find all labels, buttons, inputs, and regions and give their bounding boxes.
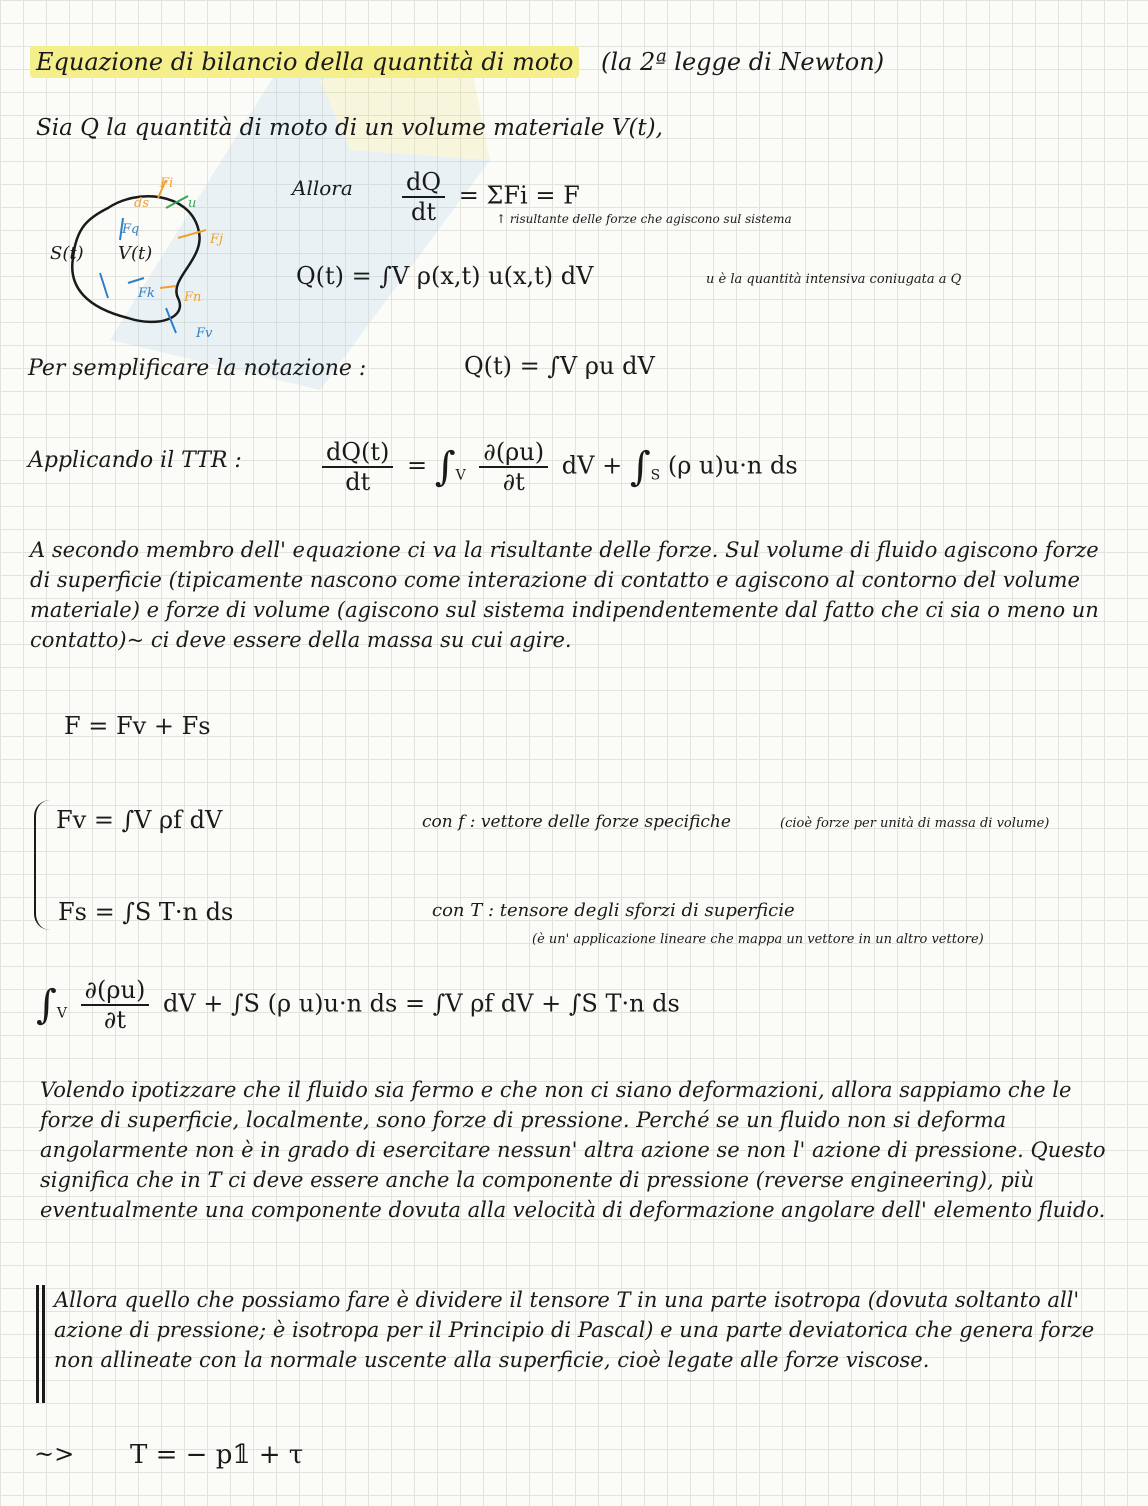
paragraph-forces: A secondo membro dell' equazione ci va la risultante delle forze. Sul volume di fluido agiscono forze di superficie (tipicamente nascono come interazione di contatto e agiscono al contorno del volume materiale) e forze di volume (agiscono sul sistema indipendentemente dal fatto che ci sia o meno un contatto)~ ci deve essere della massa su cui agire. xyxy=(30,538,1099,652)
eq7-note: con T : tensore degli sforzi di superficie xyxy=(432,900,795,921)
paragraph-pressure: Volendo ipotizzare che il fluido sia fermo e che non ci siano deformazioni, allora sappiamo che le forze di superficie, localmente, sono forze di pressione. Perché se un fluido non si deforma angolarmente non è in grado di esercitare nessun' altra azione se non l' azione di pressione. Questo significa che in T ci deve essere anche la componente di pressione (reverse engineering), più eventualmente una componente dovuta alla velocità di deformazione angolare dell' elemento fluido. xyxy=(40,1078,1106,1222)
page-title xyxy=(30,48,884,76)
eq4-t1-num: ∂(ρu) xyxy=(479,438,548,468)
equation-balance: $\int_V$ $\frac{\partial(\rho u)}{\partial t}$ dV + ∫S (ρ u)u·n ds = ∫V ρf dV + ∫S T·n ds xyxy=(36,976,680,1034)
label-fi: Fi xyxy=(160,176,174,191)
eq8-t1-den: ∂t xyxy=(103,1006,126,1034)
equation-q-integral: Q(t) = ∫V ρ(x,t) u(x,t) dV xyxy=(296,262,594,290)
system-brace xyxy=(34,800,50,930)
equation-q-simplified: Q(t) = ∫V ρu dV xyxy=(464,352,655,380)
eq8-rest: dV + ∫S (ρ u)u·n ds = ∫V ρf dV + ∫S T·n ds xyxy=(162,989,680,1018)
eq7-note2: (è un' applicazione lineare che mappa un vettore in un altro vettore) xyxy=(532,932,984,947)
label-volume: V(t) xyxy=(118,243,153,264)
allora-label: Allora xyxy=(292,176,353,200)
intro-line: Sia Q la quantità di moto di un volume materiale V(t), xyxy=(36,115,663,141)
eq8-t1-num: ∂(ρu) xyxy=(81,976,150,1006)
eq6-note: con f : vettore delle forze specifiche xyxy=(422,812,731,832)
ttr-label: Applicando il TTR : xyxy=(28,448,242,473)
eq1-rhs: = ΣFi = F xyxy=(458,181,580,210)
paragraph-tensor: Allora quello che possiamo fare è dividere il tensore T in una parte isotropa (dovuta soltanto all' azione di pressione; è isotropa per il Principio di Pascal) e una parte deviatorica che genera forze non allineate con la normale uscente alla superficie, cioè legate alle forze viscose. xyxy=(54,1288,1095,1372)
equation-tensor-split: T = − p𝟙 + τ xyxy=(130,1440,304,1470)
eq4-t1-tail: dV + xyxy=(561,451,623,480)
label-fk: Fk xyxy=(138,286,155,301)
title-note: (la 2ª legge di Newton) xyxy=(601,48,885,76)
label-fq: Fq xyxy=(122,222,140,237)
eq2-note: u è la quantità intensiva coniugata a Q xyxy=(706,272,962,287)
eq4-lhs-num: dQ(t) xyxy=(322,438,393,468)
eq1-num: dQ xyxy=(402,168,445,198)
equation-f-sum: F = Fv + Fs xyxy=(64,712,211,740)
title-highlight: Equazione di bilancio della quantità di moto xyxy=(30,46,579,78)
equation-fv: Fv = ∫V ρf dV xyxy=(56,806,223,834)
eq1-note: ↑ risultante delle forze che agiscono sul sistema xyxy=(496,212,792,226)
label-fj: Fj xyxy=(210,232,224,247)
eq4-t2: (ρ u)u·n ds xyxy=(667,451,798,480)
arrow-symbol: ~> xyxy=(34,1440,75,1468)
eq1-den: dt xyxy=(411,198,437,226)
label-fv: Fv xyxy=(196,326,213,341)
label-u: u xyxy=(188,196,197,211)
label-fn: Fn xyxy=(184,290,202,305)
equation-ttr: $\frac{dQ(t)}{dt}$ = $\int_V$ $\frac{\partial(\rho u)}{\partial t}$ dV + $\int_S$ (ρ u)u·n ds xyxy=(316,438,798,496)
margin-bar-2 xyxy=(42,1285,45,1403)
label-surface: S(t) xyxy=(50,243,84,264)
eq4-lhs-den: dt xyxy=(345,468,371,496)
equation-fs: Fs = ∫S T·n ds xyxy=(58,898,234,926)
margin-bar-1 xyxy=(36,1285,39,1403)
label-ds: ds xyxy=(134,196,149,211)
eq4-t1-den: ∂t xyxy=(502,468,525,496)
simplify-label: Per semplificare la notazione : xyxy=(28,356,367,381)
eq6-note2: (cioè forze per unità di massa di volume) xyxy=(780,816,1050,831)
